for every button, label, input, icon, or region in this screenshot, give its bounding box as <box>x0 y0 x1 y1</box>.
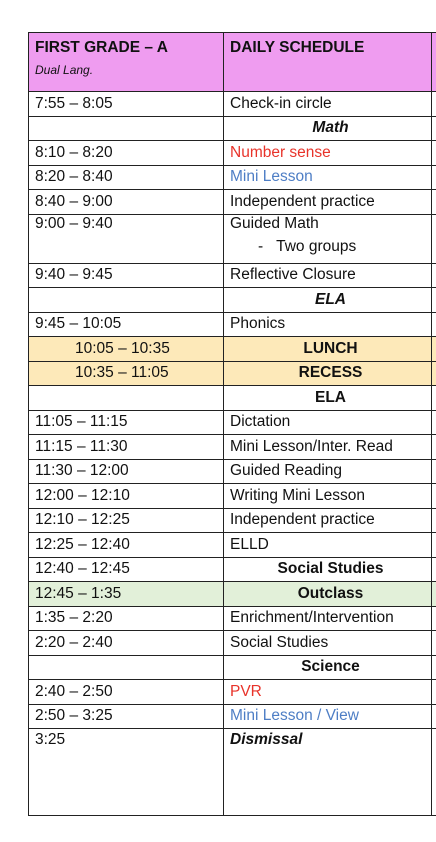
activity-cell: ELLD <box>224 533 432 558</box>
grade-subtitle: Dual Lang. <box>35 63 94 77</box>
time-cell: 9:40 – 9:45 <box>29 263 224 288</box>
extra-cell <box>432 214 436 263</box>
time-cell: 7:55 – 8:05 <box>29 92 224 117</box>
extra-cell <box>432 361 436 386</box>
time-cell: 9:00 – 9:40 <box>29 214 224 263</box>
activity-cell: Mini Lesson/Inter. Read <box>224 435 432 460</box>
activity-cell: LUNCH <box>224 337 432 362</box>
section-row-ela <box>29 386 436 411</box>
table-row <box>29 435 436 460</box>
activity-text: Guided Math <box>230 214 319 232</box>
time-cell: 8:10 – 8:20 <box>29 141 224 166</box>
extra-cell <box>432 165 436 190</box>
extra-cell <box>432 386 436 411</box>
section-row-math <box>29 116 436 141</box>
activity-cell: Dismissal <box>224 729 432 816</box>
table-row <box>29 165 436 190</box>
time-cell: 10:35 – 11:05 <box>29 361 224 386</box>
recess-row <box>29 361 436 386</box>
section-row-social-studies <box>29 557 436 582</box>
extra-cell <box>432 484 436 509</box>
table-row <box>29 680 436 705</box>
time-cell: 1:35 – 2:20 <box>29 606 224 631</box>
time-cell: 3:25 <box>29 729 224 816</box>
activity-cell: Social Studies <box>224 631 432 656</box>
time-cell: 12:40 – 12:45 <box>29 557 224 582</box>
extra-cell <box>432 92 436 117</box>
activity-cell: Dictation <box>224 410 432 435</box>
bullet-dash: - <box>258 237 264 255</box>
activity-cell: Number sense <box>224 141 432 166</box>
outclass-row <box>29 582 436 607</box>
extra-cell <box>432 655 436 680</box>
header-grade-cell <box>29 33 224 92</box>
section-heading: ELA <box>224 288 432 313</box>
activity-cell: Guided Reading <box>224 459 432 484</box>
time-cell: 2:40 – 2:50 <box>29 680 224 705</box>
section-row-science <box>29 655 436 680</box>
extra-cell <box>432 606 436 631</box>
extra-cell <box>432 190 436 215</box>
extra-cell <box>432 729 436 816</box>
activity-cell: Mini Lesson <box>224 165 432 190</box>
time-cell: 2:50 – 3:25 <box>29 704 224 729</box>
activity-cell: PVR <box>224 680 432 705</box>
activity-cell: Writing Mini Lesson <box>224 484 432 509</box>
extra-cell <box>432 312 436 337</box>
time-cell: 11:05 – 11:15 <box>29 410 224 435</box>
schedule-table <box>28 32 436 816</box>
extra-cell <box>432 557 436 582</box>
table-row <box>29 312 436 337</box>
table-row <box>29 484 436 509</box>
time-cell: 9:45 – 10:05 <box>29 312 224 337</box>
time-cell: 12:10 – 12:25 <box>29 508 224 533</box>
time-cell: 2:20 – 2:40 <box>29 631 224 656</box>
sub-bullet <box>230 238 431 256</box>
time-cell: 12:00 – 12:10 <box>29 484 224 509</box>
lunch-row <box>29 337 436 362</box>
activity-cell: Reflective Closure <box>224 263 432 288</box>
extra-cell <box>432 263 436 288</box>
extra-cell <box>432 680 436 705</box>
time-cell <box>29 288 224 313</box>
table-row <box>29 459 436 484</box>
activity-cell <box>224 214 432 263</box>
section-row-ela <box>29 288 436 313</box>
extra-cell <box>432 141 436 166</box>
activity-cell: Mini Lesson / View <box>224 704 432 729</box>
time-cell <box>29 116 224 141</box>
time-cell: 12:45 – 1:35 <box>29 582 224 607</box>
extra-cell <box>432 288 436 313</box>
table-row <box>29 190 436 215</box>
activity-cell: Independent practice <box>224 508 432 533</box>
table-row <box>29 141 436 166</box>
table-row <box>29 631 436 656</box>
extra-cell <box>432 704 436 729</box>
table-row <box>29 92 436 117</box>
table-row <box>29 606 436 631</box>
section-heading: Science <box>224 655 432 680</box>
activity-cell: RECESS <box>224 361 432 386</box>
header-schedule-cell: DAILY SCHEDULE <box>224 33 432 92</box>
table-row <box>29 214 436 263</box>
time-cell: 11:30 – 12:00 <box>29 459 224 484</box>
table-row <box>29 533 436 558</box>
extra-cell <box>432 435 436 460</box>
time-cell: 8:20 – 8:40 <box>29 165 224 190</box>
extra-cell <box>432 459 436 484</box>
section-heading: ELA <box>224 386 432 411</box>
extra-cell <box>432 116 436 141</box>
extra-cell <box>432 410 436 435</box>
extra-cell <box>432 508 436 533</box>
time-cell: 10:05 – 10:35 <box>29 337 224 362</box>
header-row <box>29 33 436 92</box>
dismissal-row <box>29 729 436 816</box>
extra-cell <box>432 337 436 362</box>
section-heading: Math <box>224 116 432 141</box>
time-cell <box>29 386 224 411</box>
table-row <box>29 508 436 533</box>
extra-cell <box>432 631 436 656</box>
activity-cell: Outclass <box>224 582 432 607</box>
activity-cell: Phonics <box>224 312 432 337</box>
table-row <box>29 263 436 288</box>
section-heading: Social Studies <box>224 557 432 582</box>
activity-cell: Enrichment/Intervention <box>224 606 432 631</box>
table-row <box>29 410 436 435</box>
grade-title: FIRST GRADE – A <box>35 39 168 56</box>
extra-cell <box>432 582 436 607</box>
extra-cell <box>432 533 436 558</box>
time-cell: 12:25 – 12:40 <box>29 533 224 558</box>
table-row <box>29 704 436 729</box>
activity-cell: Check-in circle <box>224 92 432 117</box>
time-cell: 8:40 – 9:00 <box>29 190 224 215</box>
time-cell <box>29 655 224 680</box>
activity-cell: Independent practice <box>224 190 432 215</box>
header-extra-cell <box>432 33 436 92</box>
time-cell: 11:15 – 11:30 <box>29 435 224 460</box>
bullet-text: Two groups <box>276 237 357 255</box>
